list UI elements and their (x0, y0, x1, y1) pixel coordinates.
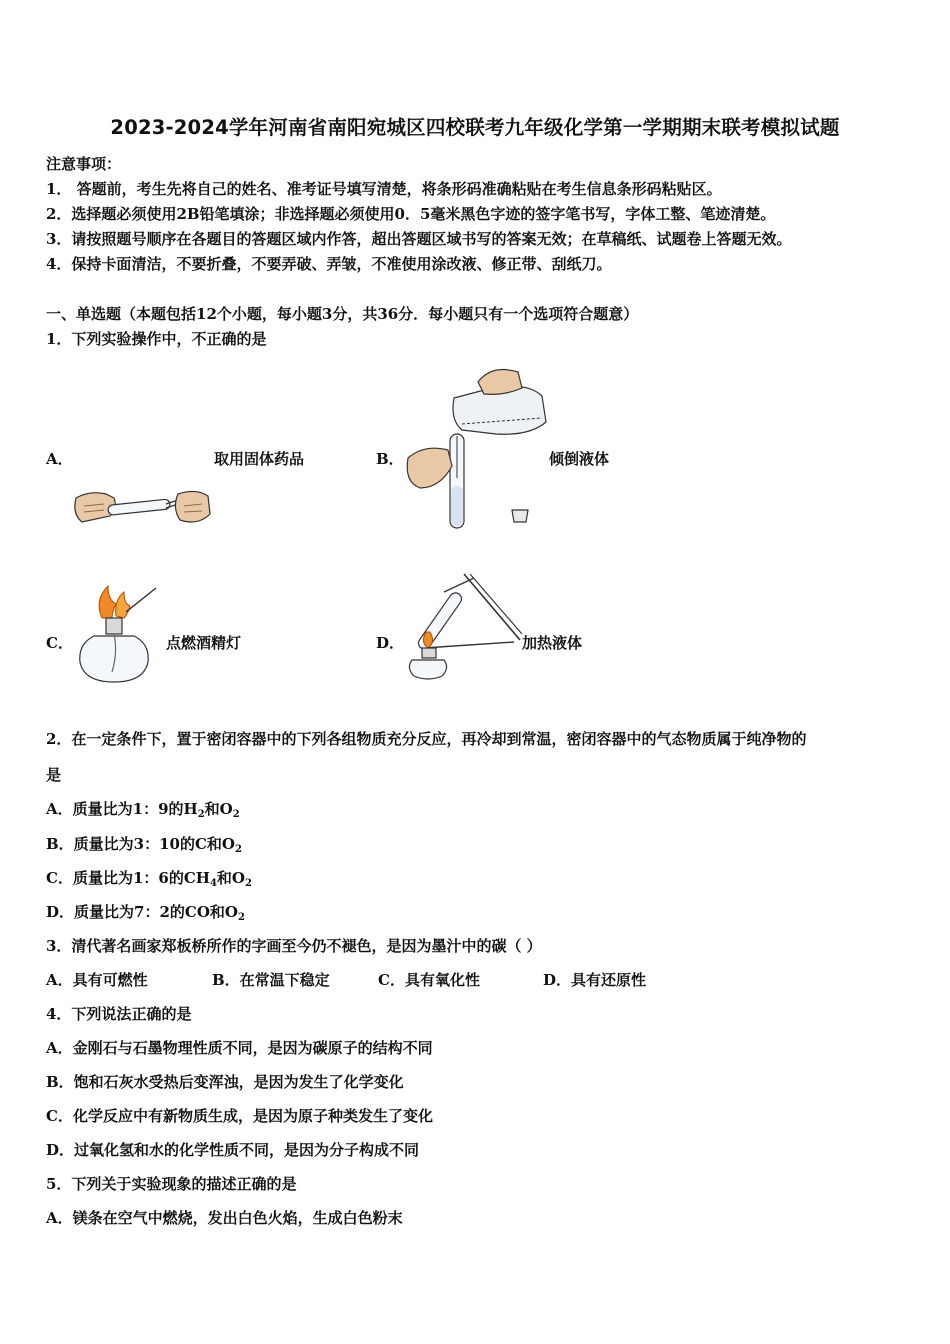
solid-reagent-illustration (70, 484, 212, 534)
q1-option-a-letter[interactable]: A． (46, 450, 73, 468)
notice-item-3: 3．请按照题号顺序在各题目的答题区域内作答，超出答题区域书写的答案无效；在草稿纸、试题卷上答题无效。 (46, 230, 792, 248)
question-1-stem: 1．下列实验操作中，不正确的是 (46, 330, 267, 348)
q1-option-c-caption: 点燃酒精灯 (166, 634, 242, 652)
q1-option-d-caption: 加热液体 (522, 634, 583, 652)
q2-option-a[interactable]: A．质量比为1：9的$H_2$和$O_2$ (46, 800, 240, 820)
notice-item-1: 1． 答题前，考生先将自己的姓名、准考证号填写清楚，将条形码准确粘贴在考生信息条形码粘贴区。 (46, 180, 722, 198)
q4-option-b[interactable]: B．饱和石灰水受热后变浑浊，是因为发生了化学变化 (46, 1073, 404, 1091)
section-heading: 一、单选题（本题包括12个小题，每小题3分，共36分．每小题只有一个选项符合题意） (46, 305, 639, 323)
heating-liquid-illustration (404, 572, 522, 684)
q3-option-b[interactable]: B．在常温下稳定 (212, 971, 330, 989)
notice-item-2: 2．选择题必须使用2B铅笔填涂；非选择题必须使用0．5毫米黑色字迹的签字笔书写，字体工整、笔迹清楚。 (46, 205, 776, 223)
q5-option-a[interactable]: A．镁条在空气中燃烧，发出白色火焰，生成白色粉末 (46, 1209, 403, 1227)
question-5-stem: 5．下列关于实验现象的描述正确的是 (46, 1175, 297, 1193)
q3-option-c[interactable]: C．具有氧化性 (378, 971, 480, 989)
q1-option-a-caption: 取用固体药品 (214, 450, 305, 468)
q3-option-a[interactable]: A．具有可燃性 (46, 971, 148, 989)
q4-option-c[interactable]: C．化学反应中有新物质生成，是因为原子种类发生了变化 (46, 1107, 433, 1125)
q1-option-b-caption: 倾倒液体 (549, 450, 610, 468)
q2-option-d[interactable]: D．质量比为7：2的CO和$O_2$ (46, 903, 245, 923)
question-4-stem: 4．下列说法正确的是 (46, 1005, 192, 1023)
notice-heading: 注意事项： (46, 155, 122, 173)
question-3-stem: 3．清代著名画家郑板桥所作的字画至今仍不褪色，是因为墨汁中的碳（ ） (46, 937, 542, 955)
q1-option-c-letter[interactable]: C． (46, 634, 73, 652)
pour-liquid-illustration (400, 358, 560, 533)
notice-item-4: 4．保持卡面清洁，不要折叠，不要弄破、弄皱，不准使用涂改液、修正带、刮纸刀。 (46, 255, 612, 273)
q3-option-d[interactable]: D．具有还原性 (543, 971, 647, 989)
q1-option-b-letter[interactable]: B． (376, 450, 404, 468)
alcohol-lamp-illustration (72, 582, 162, 688)
q4-option-a[interactable]: A．金刚石与石墨物理性质不同，是因为碳原子的结构不同 (46, 1039, 433, 1057)
q2-option-b[interactable]: B．质量比为3：10的C和$O_2$ (46, 835, 242, 855)
question-2-stem-line2: 是 (46, 766, 62, 784)
page-title: 2023-2024学年河南省南阳宛城区四校联考九年级化学第一学期期末联考模拟试题 (110, 116, 840, 139)
q4-option-d[interactable]: D．过氧化氢和水的化学性质不同，是因为分子构成不同 (46, 1141, 420, 1159)
q2-option-c[interactable]: C．质量比为1：6的$CH_4$和$O_2$ (46, 869, 252, 889)
q1-option-d-letter[interactable]: D． (376, 634, 405, 652)
question-2-stem-line1: 2．在一定条件下，置于密闭容器中的下列各组物质充分反应，再冷却到常温，密闭容器中的气态物质属于纯净物的 (46, 730, 807, 748)
